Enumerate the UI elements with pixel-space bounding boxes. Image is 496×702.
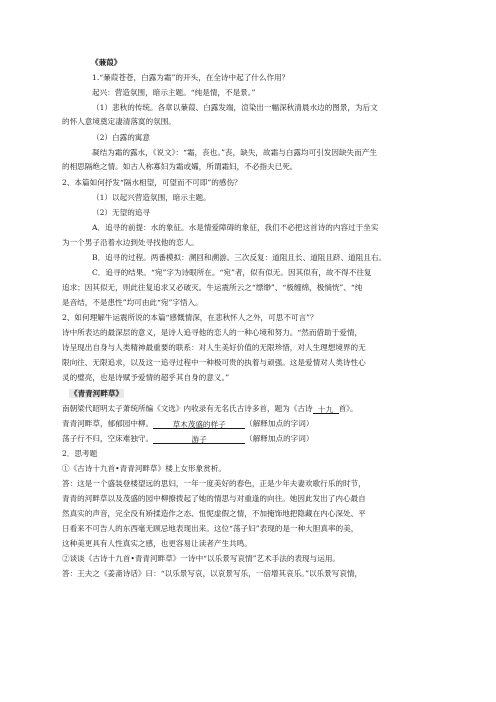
item-c-line-1: C．追寻的结果。“宛”字为诗眼所在。“宛”者，似有似无。因其似有，故不得不往复 [92,268,372,277]
think-answer-1-line-3: 然真实的声音，完全没有矫揉造作之态、忸怩虚假之情，不加掩饰地把隐藏在内心深处、平 [62,509,366,518]
point-1-line-1: （1）悲秋的传统。各章以蒹葭、白露发端，渲染出一幅深秋清晨水边的图景，为后文 [92,103,378,112]
think-answer-2-line-1: 答：王夫之《姜斋诗话》曰：“以乐景写哀，以哀景写乐，一倍增其哀乐。”以乐景写哀情， [62,569,363,578]
point-2-line-1: 凝结为霜的露水，《说文》：“霜，丧也。”丧，缺失，故霜与白露均可引发因缺失而产生 [92,148,377,157]
item-c-line-3: 是音结，不是患性”均可由此“宛”字悟入。 [62,298,203,307]
poem-line-1-text: 青青河畔草，郁郁园中柳。 [62,419,154,428]
intro-line [62,404,358,414]
think-question-1: ①《古诗十九首•青青河畔草》楼上女形象赏析。 [62,464,226,473]
answer-blank-2: 游子 [153,435,245,444]
section-title-jianjia: 《蒹葭》 [91,58,122,67]
item-a-line-1: A．追寻的前提：水的象征。水是情爱障碍的象征，我们不必把这首诗的内容过于坐实 [92,223,379,232]
question-3-line-3: 限向往、无限追求，以及这一追寻过程中一种极可贵的执着与顽强。这是爱情对人类诗性心 [62,358,366,367]
question-3-line-1: 诗中所表达的最深层的意义，是诗人追寻他的恋人的一种心境和努力。“然而借助于爱情， [62,328,363,337]
question-2-point-2: （2）无望的追寻 [92,208,150,217]
think-question-2: ②谈谈《古诗十九首•青青河畔草》一诗中“以乐景写哀情”艺术手法的表现与运用。 [62,554,341,563]
poem-line-1 [62,419,313,429]
think-answer-1-line-2: 青青的河畔草以及茂盛的园中柳撩拨起了她的情思与对重逢的向往。她因此发出了内心最自 [62,494,366,503]
think-answer-1-line-5: 这种美更具有人性真实之感，也更容易让读者产生共鸣。 [62,539,252,548]
think-heading: 2．思考题 [62,449,98,458]
item-b-line-1: B．追寻的过程。两番模拟：溯回和溯游。三次反复：道阻且长、道阻且跻、道阻且右。 [92,253,387,262]
point-1-line-2: 的怀人意境奠定凄清落寞的氛围。 [62,117,176,126]
item-c-line-2: 追求；因其似无，则此往复追求又必破灭。牛运震所云之“缥缈”、“极缠绵，极惝恍”、“纯 [62,283,363,292]
section-title-qingqing: 《青青河畔草》 [70,389,124,398]
poem-line-2 [62,434,313,444]
intro-suffix: 首》。 [338,404,358,413]
question-1: 1.“蒹葭苍苍，白露为霜”的开头，在全诗中起了什么作用？ [92,73,290,82]
poem-line-1-instruction: （解释加点的字词） [245,419,314,428]
point-2-heading: （2）白露的寓意 [92,133,150,142]
think-answer-1-line-4: 日看来不可告人的东西毫无顾忌地表现出来。这位“荡子妇”表现的是一种大胆真率的美， [62,524,359,533]
question-3: 2、如何理解牛运震所说的本篇“感慨情深，在悲秋怀人之外，可思不可言”？ [62,313,318,322]
poem-line-2-instruction: （解释加点的字词） [245,434,314,443]
question-2: 2、本篇如何抒发“隔水相望，可望而不可即”的感伤？ [62,178,242,187]
question-3-line-4: 灵的璧亮，也是诗赋予爱情的超乎其自身的意义。” [62,373,230,382]
question-2-point-1: （1）以起兴营造氛围，暗示主题。 [92,193,211,202]
answer-blank-1: 草木茂盛的样子 [153,420,245,429]
intro-text: 南朝梁代昭明太子萧统所编《文选》内收录有无名氏古诗多首，题为《古诗 [62,404,313,413]
intro-blank: 十九 [313,405,339,414]
poem-line-2-text: 荡子行不归，空床难独守。 [62,434,154,443]
think-answer-1-line-1: 答：这是一个盛装登楼望远的思妇，一年一度美好的春色，正是少年夫妻欢歌行乐的时节， [62,479,366,488]
answer-1: 起兴：营造氛围，暗示主题。“纯是情，不是景。” [92,88,256,97]
question-3-line-2: 诗呈现出自身与人类精神最重要的联系：对人生美好价值的无限珍惜，对人生理想境界的无 [62,343,366,352]
item-a-line-2: 为一个男子沿着水边到处寻找他的恋人。 [62,238,199,247]
point-2-line-2: 的相思隔绝之情。如古人称寡妇为霜或孀，所谓霜妇，不必指夫已死。 [62,162,298,171]
